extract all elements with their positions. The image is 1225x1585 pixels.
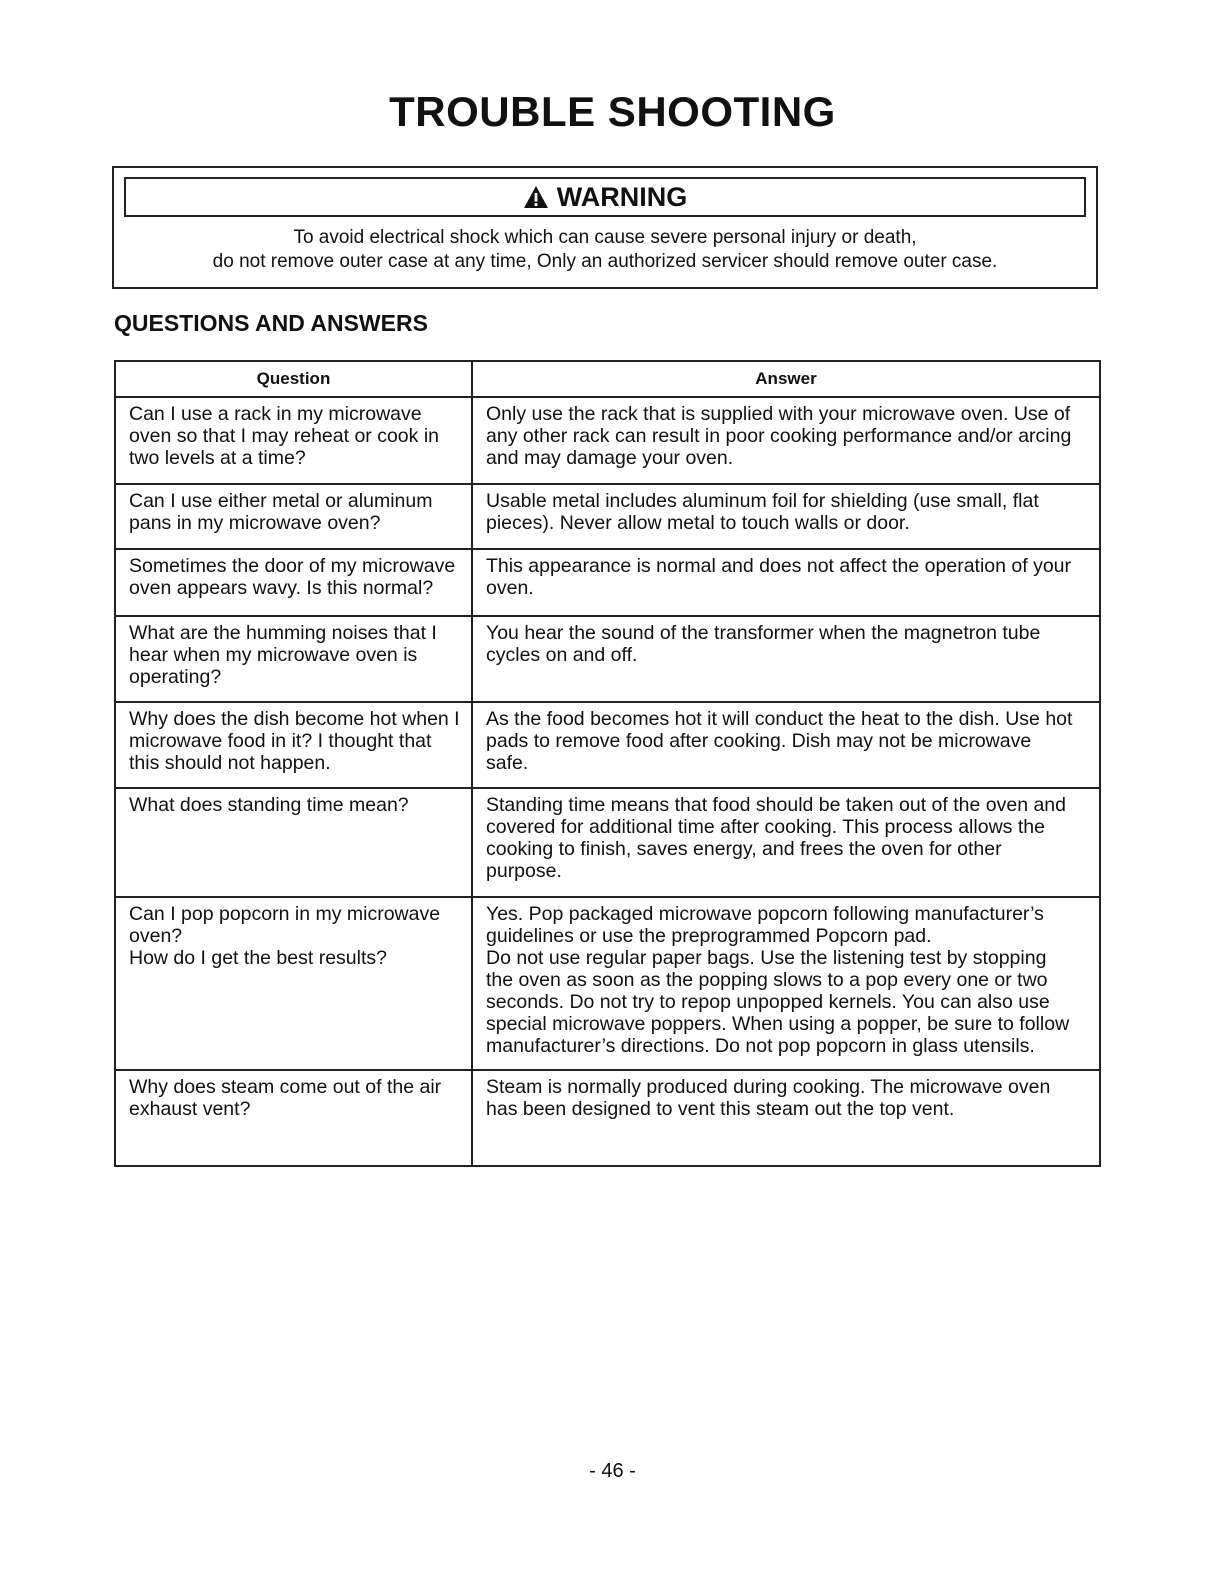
question-cell: Why does steam come out of the air exhaust vent? <box>115 1070 472 1166</box>
table-row <box>115 616 1100 702</box>
answer-cell: You hear the sound of the transformer when the magnetron tube cycles on and off. <box>472 616 1100 702</box>
question-cell: Why does the dish become hot when I microwave food in it? I thought that this should not happen. <box>115 702 472 788</box>
table-row <box>115 484 1100 549</box>
page-title: TROUBLE SHOOTING <box>389 88 836 135</box>
answer-column-header: Answer <box>472 361 1100 397</box>
table-row <box>115 788 1100 897</box>
table-row <box>115 1070 1100 1166</box>
warning-header <box>124 177 1086 217</box>
answer-cell: Steam is normally produced during cooking. The microwave oven has been designed to vent this steam out the top vent. <box>472 1070 1100 1166</box>
question-cell: Can I pop popcorn in my microwave oven? How do I get the best results? <box>115 897 472 1070</box>
table-row <box>115 702 1100 788</box>
table-row <box>115 549 1100 616</box>
answer-cell: Standing time means that food should be taken out of the oven and covered for additional time after cooking. This process allows the cooking to finish, saves energy, and frees the oven for other purpose. <box>472 788 1100 897</box>
answer-cell: Yes. Pop packaged microwave popcorn following manufacturer’s guidelines or use the preprogrammed Popcorn pad. Do not use regular paper bags. Use the listening test by stopping the oven as soon as the popping slows to a pop every one or two seconds. Do not try to repop unpopped kernels. You can also use special microwave poppers. When using a popper, be sure to follow manufacturer’s directions. Do not pop popcorn in glass utensils. <box>472 897 1100 1070</box>
question-cell: Can I use a rack in my microwave oven so that I may reheat or cook in two levels at a time? <box>115 397 472 484</box>
question-cell: What are the humming noises that I hear when my microwave oven is operating? <box>115 616 472 702</box>
answer-cell: Usable metal includes aluminum foil for shielding (use small, flat pieces). Never allow metal to touch walls or door. <box>472 484 1100 549</box>
question-cell: Can I use either metal or aluminum pans in my microwave oven? <box>115 484 472 549</box>
answer-cell: Only use the rack that is supplied with your microwave oven. Use of any other rack can result in poor cooking performance and/or arcing and may damage your oven. <box>472 397 1100 484</box>
question-cell: What does standing time mean? <box>115 788 472 897</box>
answer-cell: This appearance is normal and does not affect the operation of your oven. <box>472 549 1100 616</box>
table-row <box>115 897 1100 1070</box>
warning-text <box>114 226 1096 274</box>
warning-box <box>112 166 1098 289</box>
warning-heading: WARNING <box>556 182 688 212</box>
table-header-row <box>115 361 1100 397</box>
question-column-header: Question <box>115 361 472 397</box>
qa-table <box>114 360 1101 1167</box>
question-cell: Sometimes the door of my microwave oven appears wavy. Is this normal? <box>115 549 472 616</box>
warning-triangle-icon <box>523 185 549 209</box>
section-title: QUESTIONS AND ANSWERS <box>114 310 428 336</box>
answer-cell: As the food becomes hot it will conduct the heat to the dish. Use hot pads to remove food after cooking. Dish may not be microwave safe. <box>472 702 1100 788</box>
page-number: - 46 - <box>589 1460 636 1482</box>
warning-line-2: do not remove outer case at any time, Only an authorized servicer should remove outer case. <box>212 251 998 272</box>
table-row <box>115 397 1100 484</box>
warning-line-1: To avoid electrical shock which can cause severe personal injury or death, <box>293 227 917 248</box>
